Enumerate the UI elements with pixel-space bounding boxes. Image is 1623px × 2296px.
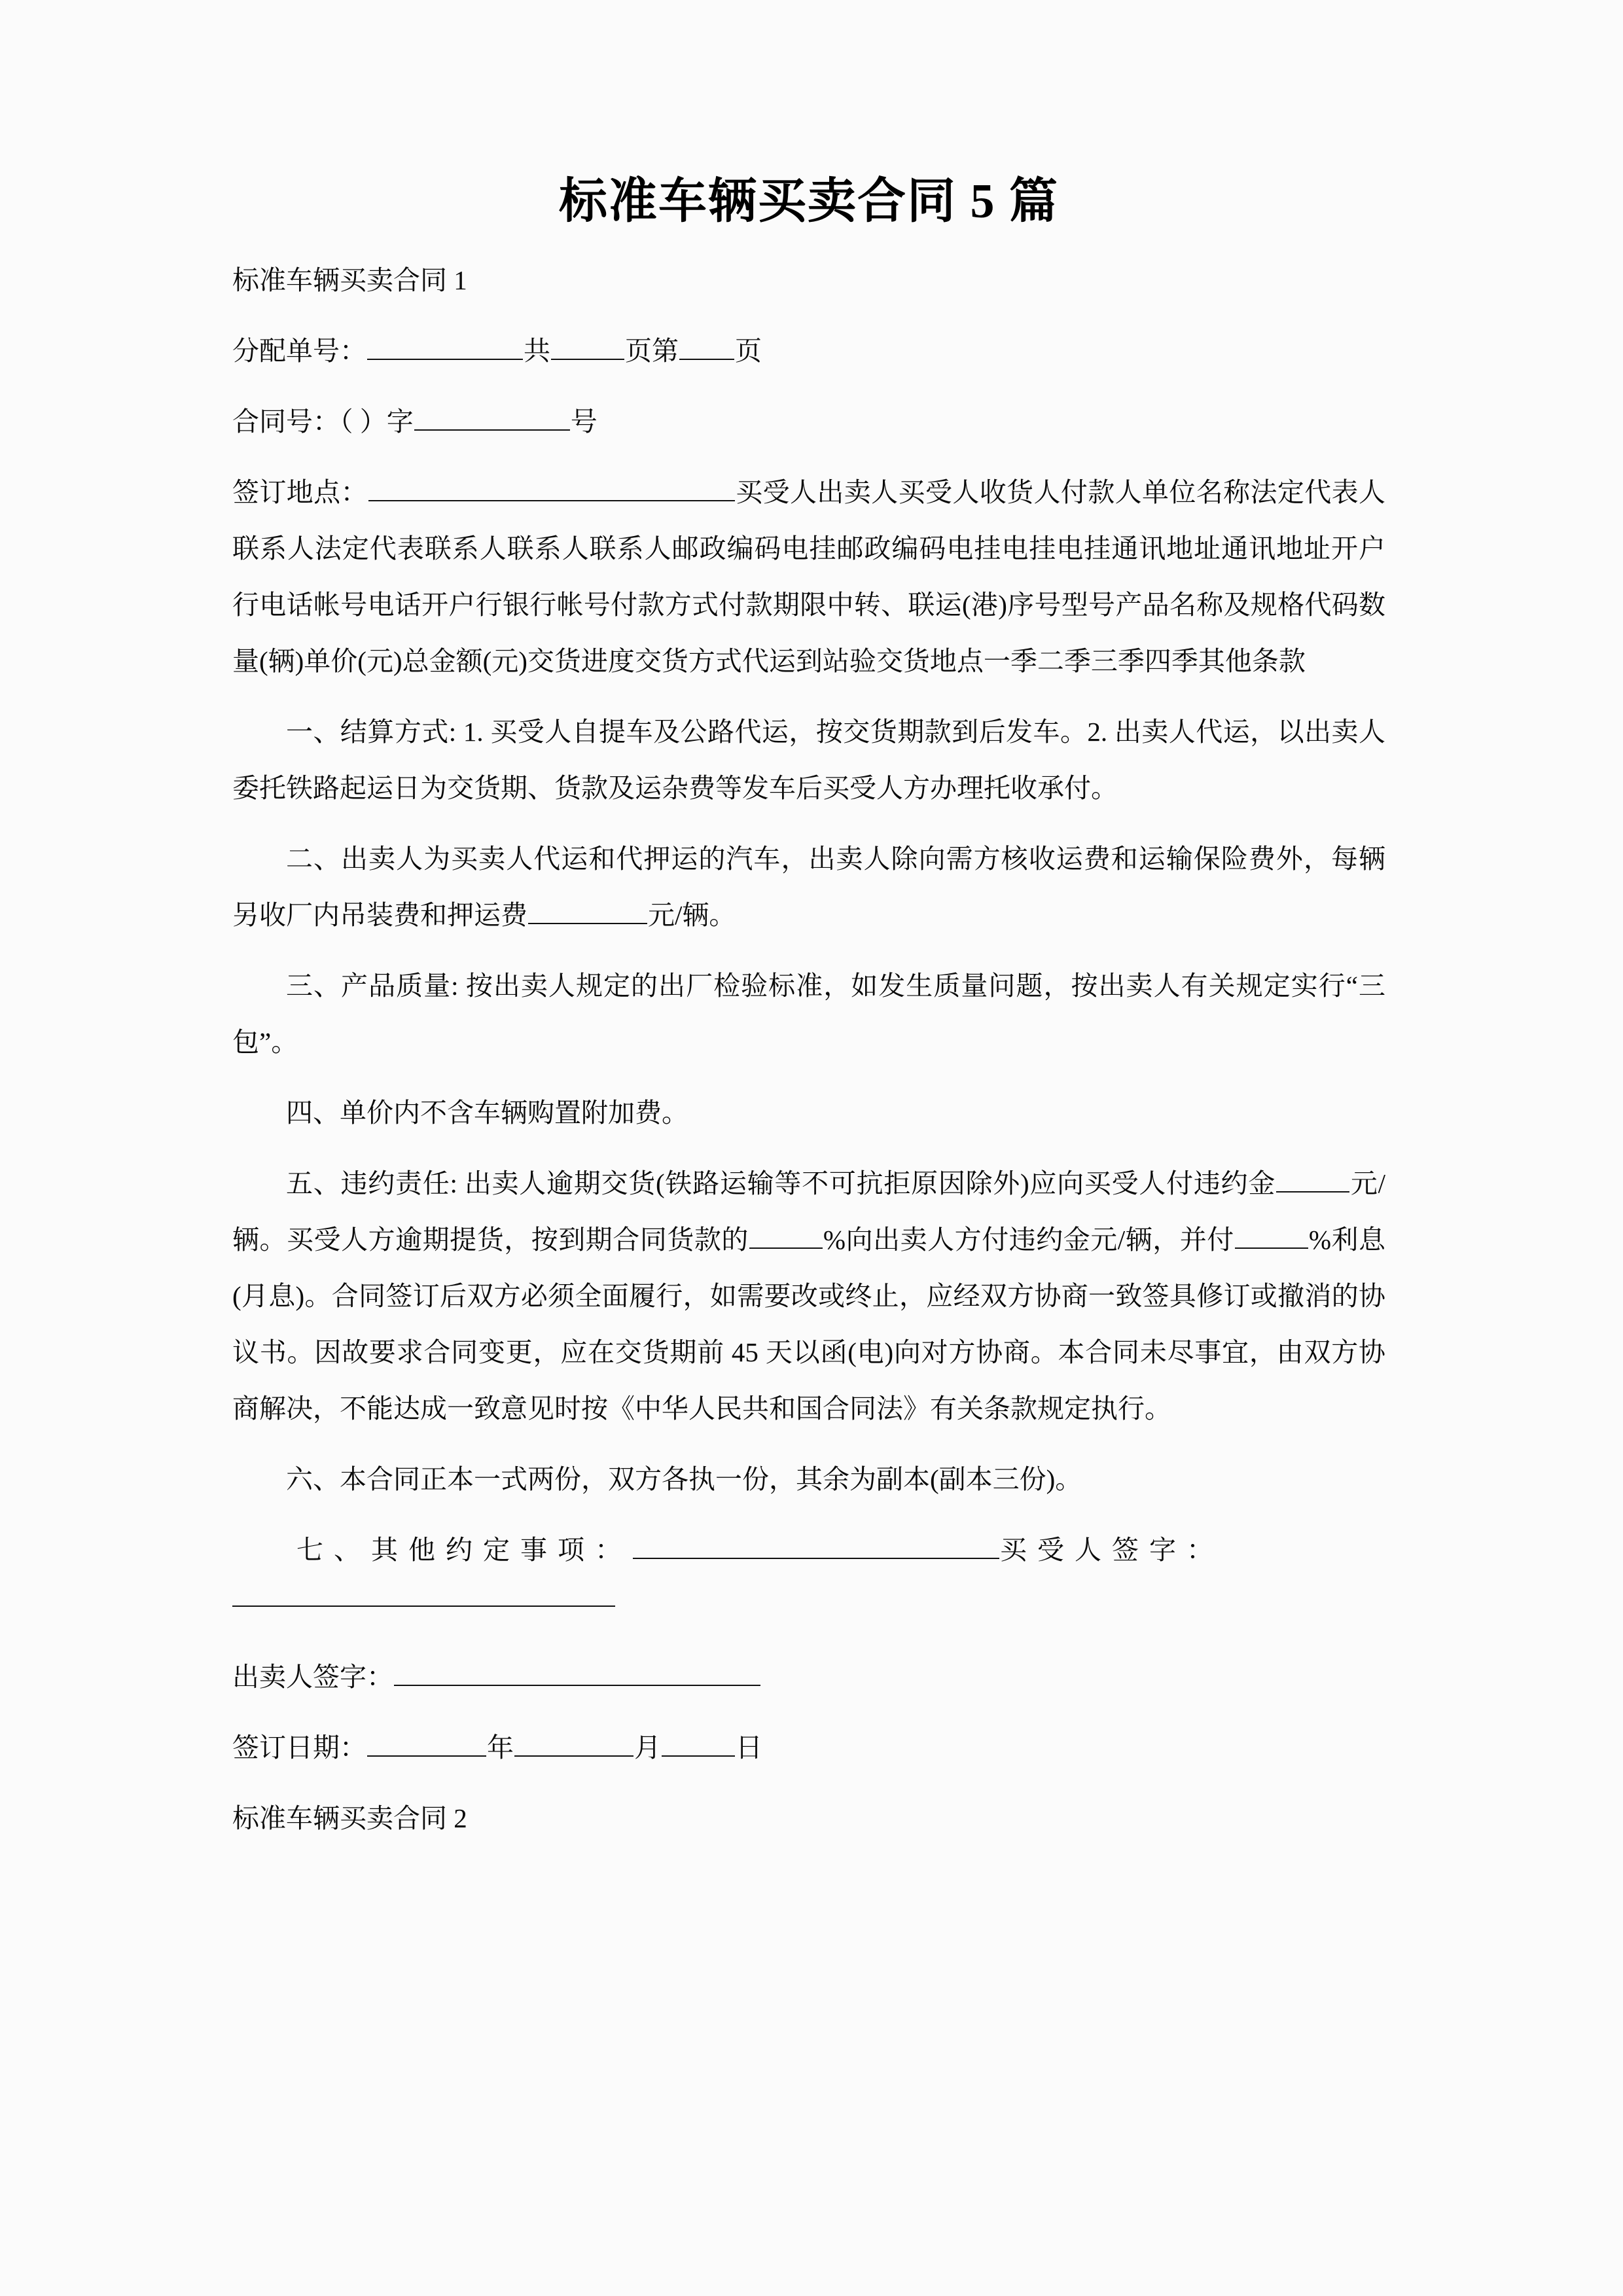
- clause-four: 四、单价内不含车辆购置附加费。: [286, 1097, 688, 1128]
- spacer: [232, 816, 1385, 831]
- allocation-number-label: 分配单号：: [232, 335, 366, 366]
- seller-signature-line: [232, 1649, 1385, 1705]
- penalty-amount-blank[interactable]: [1276, 1166, 1349, 1193]
- signing-day-blank[interactable]: [662, 1730, 735, 1757]
- section-heading-1: 标准车辆买卖合同 1: [232, 264, 467, 295]
- clause-five-text-b: 元/辆。买受人方逾期提货，按到期合同货款的: [232, 1168, 1385, 1255]
- clause-seven: [232, 1522, 1385, 1578]
- signing-day-unit: 日: [736, 1732, 762, 1763]
- spacer: [232, 379, 1385, 393]
- allocation-number-blank[interactable]: [367, 333, 523, 360]
- allocation-page-unit: 页: [735, 335, 762, 366]
- clause-five-text-c: %向出卖人方付违约金元/辆，并付: [823, 1224, 1234, 1255]
- spacer: [232, 1437, 1385, 1451]
- contract-number-blank[interactable]: [414, 404, 570, 431]
- buyer-signature-line-row: [232, 1578, 1385, 1634]
- spacer: [232, 1507, 1385, 1522]
- signing-place-and-parties: [232, 464, 1385, 689]
- page-title: 标准车辆买卖合同 5 篇: [559, 175, 1059, 228]
- buyer-signature-blank[interactable]: [232, 1605, 615, 1607]
- signing-year-unit: 年: [487, 1732, 514, 1763]
- allocation-total-label: 共: [524, 335, 550, 366]
- clause-five-text-d: %利息(月息)。合同签订后双方必须全面履行，如需要改或终止，应经双方协商一致签具修订或撤消的协议书。因故要求合同变更，应在交货期前 45 天以函(电)向对方协商。本合同未尽事宜，由双方协商解决，不能达成一致意见时按《中华人民共和国合同法》有关条款规定执行。: [232, 1224, 1386, 1424]
- clause-five-text-a: 五、违约责任: 出卖人逾期交货(铁路运输等不可抗拒原因除外)应向买受人付违约金: [286, 1168, 1276, 1198]
- document-content: [232, 0, 1385, 1846]
- spacer: [232, 450, 1385, 464]
- allocation-page-number-blank[interactable]: [679, 333, 734, 360]
- spacer: [232, 1070, 1385, 1085]
- spacer: [232, 1141, 1385, 1155]
- clause-seven-label: 七、其他约定事项：: [296, 1534, 632, 1565]
- spacer: [232, 1634, 1385, 1649]
- escort-fee-blank[interactable]: [528, 897, 647, 924]
- spacer: [232, 308, 1385, 323]
- spacer: [232, 689, 1385, 704]
- clause-one: 一、结算方式: 1. 买受人自提车及公路代运，按交货期款到后发车。2. 出卖人代运，以出卖人委托铁路起运日为交货期、货款及运杂费等发车后买受人方办理托收承付。: [232, 716, 1385, 803]
- signing-place-label: 签订地点：: [232, 476, 368, 507]
- contract-number-line: [232, 393, 1385, 450]
- clause-two: [232, 831, 1385, 943]
- signing-month-blank[interactable]: [514, 1730, 633, 1757]
- penalty-percent-blank[interactable]: [749, 1222, 823, 1249]
- allocation-number-line: [232, 323, 1385, 379]
- clause-three: 三、产品质量: 按出卖人规定的出厂检验标准，如发生质量问题，按出卖人有关规定实行“三包”。: [232, 970, 1385, 1057]
- spacer: [232, 1705, 1385, 1719]
- signing-place-blank[interactable]: [368, 475, 735, 501]
- clause-five: [232, 1155, 1385, 1437]
- section-heading-2: 标准车辆买卖合同 2: [232, 1803, 467, 1833]
- other-terms-blank[interactable]: [633, 1532, 999, 1559]
- buyer-signature-label: 买受人签字：: [1000, 1534, 1224, 1565]
- signing-date-line: [232, 1719, 1385, 1776]
- contract-number-unit: 号: [570, 406, 597, 437]
- clause-six: 六、本合同正本一式两份，双方各执一份，其余为副本(副本三份)。: [286, 1463, 1082, 1494]
- spacer: [232, 232, 1385, 252]
- contract-number-label: 合同号：（ ）字: [232, 406, 414, 437]
- seller-signature-blank[interactable]: [394, 1659, 760, 1686]
- interest-percent-blank[interactable]: [1235, 1222, 1308, 1249]
- clause-two-text-b: 元/辆。: [648, 899, 736, 930]
- signing-date-label: 签订日期：: [232, 1732, 366, 1763]
- parties-runon-text: 买受人出卖人买受人收货人付款人单位名称法定代表人联系人法定代表联系人联系人联系人邮政编码电挂邮政编码电挂电挂电挂通讯地址通讯地址开户行电话帐号电话开户行银行帐号付款方式付款期限中转、联运(港)序号型号产品名称及规格代码数量(辆)单价(元)总金额(元)交货进度交货方式代运到站验交货地点一季二季三季四季其他条款: [232, 476, 1386, 676]
- seller-signature-label: 出卖人签字：: [232, 1661, 393, 1692]
- signing-year-blank[interactable]: [367, 1730, 486, 1757]
- clause-two-text-a: 二、出卖人为买卖人代运和代押运的汽车，出卖人除向需方核收运费和运输保险费外，每辆另收厂内吊装费和押运费: [232, 843, 1385, 930]
- allocation-total-pages-blank[interactable]: [551, 333, 624, 360]
- spacer: [232, 1776, 1385, 1790]
- signing-month-unit: 月: [634, 1732, 661, 1763]
- spacer: [232, 943, 1385, 958]
- allocation-page-label: 页第: [625, 335, 679, 366]
